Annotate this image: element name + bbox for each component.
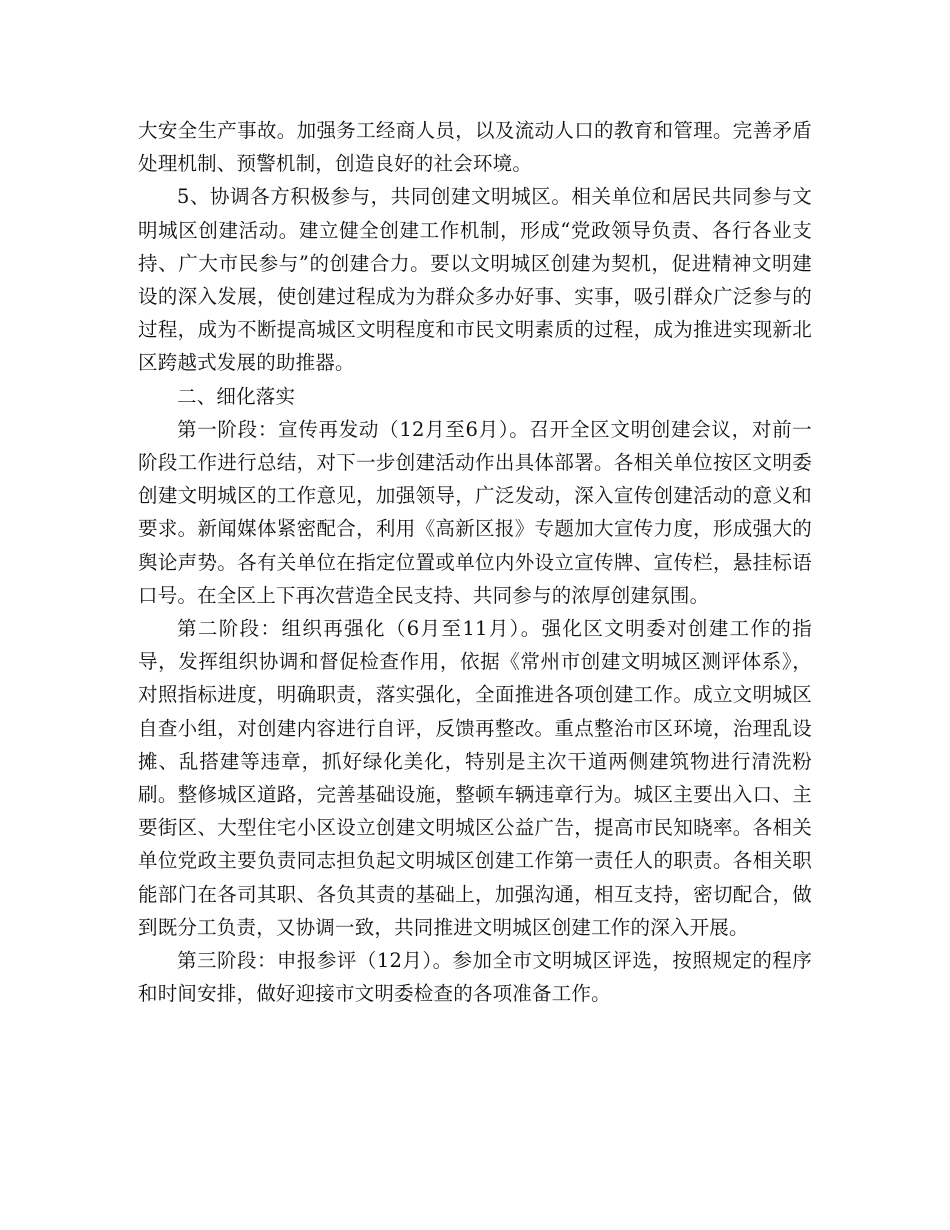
paragraph-coordinate-participation: 5、协调各方积极参与，共同创建文明城区。相关单位和居民共同参与文明城区创建活动。建立健全创建工作机制，形成“党政领导负责、各行各业支持、广大市民参与”的创建合力。要以文明城区创建为契机，促进精神文明建设的深入发展，使创建过程成为为群众多办好事、实事，吸引群众广泛参与的过程，成为不断提高城区文明程度和市民文明素质的过程，成为推进实现新北区跨越式发展的助推器。 <box>138 185 812 375</box>
paragraph-safety-management: 大安全生产事故。加强务工经商人员，以及流动人口的教育和管理。完善矛盾处理机制、预警机制，创造良好的社会环境。 <box>138 119 812 176</box>
paragraph-stage-three: 第三阶段：申报参评（12月）。参加全市文明城区评选，按照规定的程序和时间安排，做好迎接市文明委检查的各项准备工作。 <box>138 949 812 1006</box>
section-heading-refine-implementation: 二、细化落实 <box>177 384 296 408</box>
paragraph-stage-two: 第二阶段：组织再强化（6月至11月）。强化区文明委对创建工作的指导，发挥组织协调和督促检查作用，依据《常州市创建文明城区测评体系》，对照指标进度，明确职责，落实强化，全面推进各项创建工作。成立文明城区自查小组，对创建内容进行自评，反馈再整改。重点整治市区环境，治理乱设摊、乱搭建等违章，抓好绿化美化，特别是主次干道两侧建筑物进行清洗粉刷。整修城区道路，完善基础设施，整顿车辆违章行为。城区主要出入口、主要街区、大型住宅小区设立创建文明城区公益广告，提高市民知晓率。各相关单位党政主要负责同志担负起文明城区创建工作第一责任人的职责。各相关职能部门在各司其职、各负其责的基础上，加强沟通，相互支持，密切配合，做到既分工负责，又协调一致，共同推进文明城区创建工作的深入开展。 <box>138 617 812 939</box>
paragraph-stage-one: 第一阶段：宣传再发动（12月至6月）。召开全区文明创建会议，对前一阶段工作进行总结，对下一步创建活动作出具体部署。各相关单位按区文明委创建文明城区的工作意见，加强领导，广泛发动，深入宣传创建活动的意义和要求。新闻媒体紧密配合，利用《高新区报》专题加大宣传力度，形成强大的舆论声势。各有关单位在指定位置或单位内外设立宣传牌、宣传栏，悬挂标语口号。在全区上下再次营造全民支持、共同参与的浓厚创建氛围。 <box>138 417 812 607</box>
